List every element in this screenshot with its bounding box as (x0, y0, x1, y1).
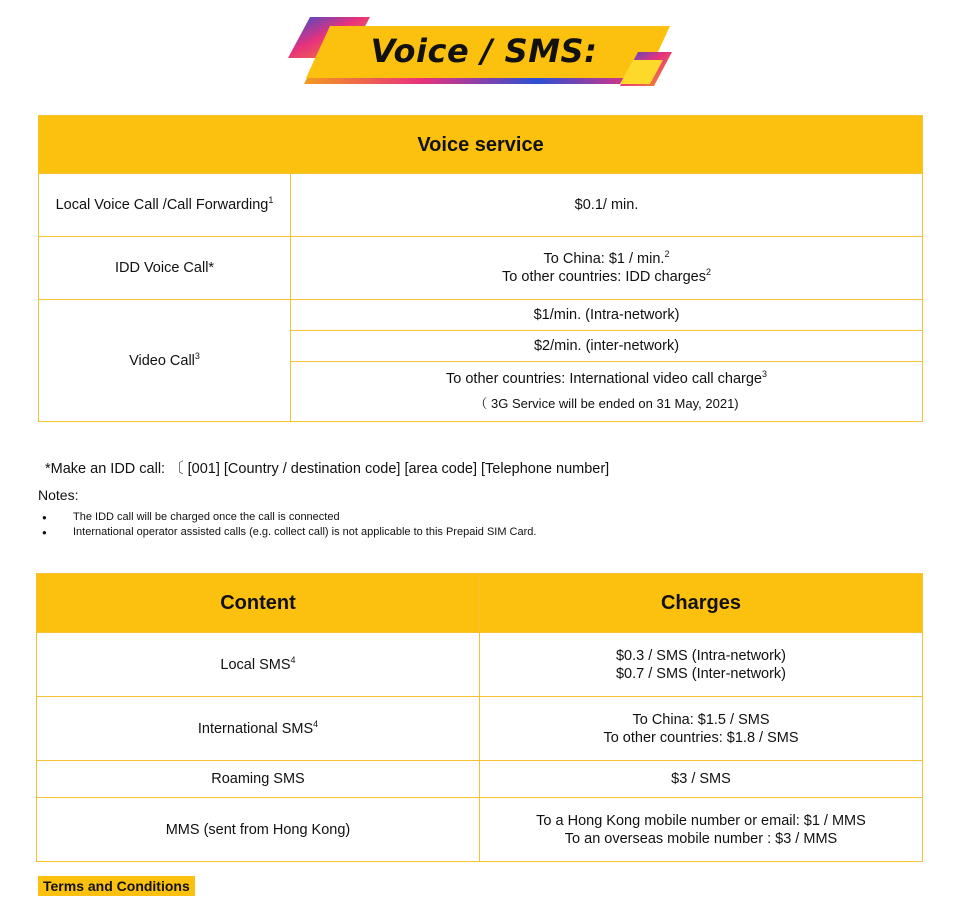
terms-and-conditions-heading: Terms and Conditions (38, 876, 195, 896)
notes-title: Notes: (38, 487, 79, 503)
video-rate-inter: $2/min. (inter-network) (291, 331, 923, 362)
idd-voice-label: IDD Voice Call* (39, 237, 291, 300)
voice-service-table (38, 115, 923, 422)
sms-charge-cell: To China: $1.5 / SMS To other countries: $1.8 / SMS (480, 697, 923, 761)
idd-voice-value: To China: $1 / min.$^2$ To other countries: IDD charges$^2$ (291, 237, 923, 300)
sms-content-cell: Roaming SMS (37, 761, 480, 798)
table-row (39, 174, 923, 237)
idd-dial-note: *Make an IDD call: 〔 [001] [Country / destination code] [area code] [Telephone number] (45, 461, 610, 477)
table-row (37, 633, 923, 697)
local-voice-label: Local Voice Call /Call Forwarding$^1$ (39, 174, 291, 237)
list-item: ● The IDD call will be charged once the call is connected (38, 510, 536, 525)
sms-content-cell: International SMS$^4$ (37, 697, 480, 761)
sms-charge-cell: $3 / SMS (480, 761, 923, 798)
section-banner (288, 14, 672, 88)
table-row (37, 761, 923, 798)
table-row (39, 237, 923, 300)
sms-charges-table (36, 573, 923, 862)
banner-title: Voice / SMS: (370, 32, 598, 70)
sms-content-cell: MMS (sent from Hong Kong) (37, 798, 480, 862)
sms-charge-cell: To a Hong Kong mobile number or email: $1 / MMS To an overseas mobile number : $3 / MMS (480, 798, 923, 862)
charges-header: Charges (480, 574, 923, 633)
table-row (37, 798, 923, 862)
table-row (37, 697, 923, 761)
voice-header-row (39, 116, 923, 174)
table-row (39, 300, 923, 331)
video-rate-intra: $1/min. (Intra-network) (291, 300, 923, 331)
sms-charge-cell: $0.3 / SMS (Intra-network) $0.7 / SMS (Inter-network) (480, 633, 923, 697)
video-call-label: Video Call$^3$ (39, 300, 291, 422)
video-3g-note: （ 3G Service will be ended on 31 May, 2021) (474, 396, 739, 411)
sms-header-row (37, 574, 923, 633)
local-voice-value: $0.1/ min. (291, 174, 923, 237)
list-item: ● International operator assisted calls (e.g. collect call) is not applicable to this Prepaid SIM Card. (38, 525, 536, 540)
sms-content-cell: Local SMS$^4$ (37, 633, 480, 697)
voice-header: Voice service (39, 116, 923, 174)
notes-list (38, 510, 536, 540)
content-header: Content (37, 574, 480, 633)
video-intl-value: To other countries: International video call charge$^3$ （ 3G Service will be ended on 31 May, 2021) (291, 362, 923, 422)
